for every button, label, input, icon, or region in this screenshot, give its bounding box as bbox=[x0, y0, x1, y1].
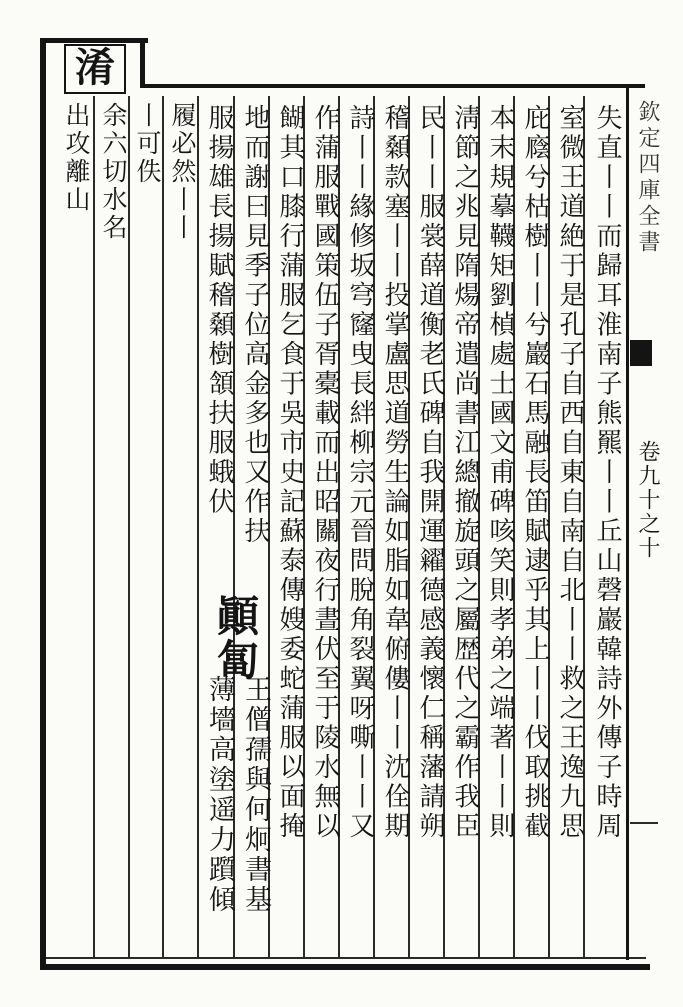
frame-top-rule-main bbox=[145, 84, 645, 88]
text-column: 詩丨丨緣修坂穹窿曳長絆柳宗元晉問脫角裂翼呀嘶丨丨又 bbox=[345, 104, 375, 842]
section-label: 淆 bbox=[64, 44, 126, 94]
text-column: 庇廕兮枯樹丨丨兮巖石馬融長笛賦逮乎其上丨丨伐取挑截 bbox=[520, 104, 550, 842]
text-column: 本末規摹韈矩劉楨處士國文甫碑咳笑則孝弟之端著丨丨則 bbox=[485, 104, 515, 842]
margin-column: 出攻離山 bbox=[62, 102, 91, 214]
margin-column: 履必然丨丨 bbox=[168, 102, 197, 242]
volume-number: 卷九十之十 bbox=[635, 440, 660, 560]
headword: 顚匐 bbox=[211, 594, 260, 682]
text-column: 服揚雄長揚賦稽顙樹頷扶服蛾伏 bbox=[204, 104, 234, 517]
fish-tail-mark bbox=[630, 340, 652, 366]
text-column: 餬其口膝行蒲服乞食于吳市史記蘇泰傳嫂委蛇蒲服以面掩 bbox=[275, 104, 305, 842]
margin-column: 丨可佚 bbox=[133, 102, 162, 186]
text-column: 地而謝曰見季子位高金多也又作扶 bbox=[240, 104, 270, 547]
text-column: 失直丨丨而歸耳淮南子熊羆丨丨丘山磬巖韓詩外傳子時周 bbox=[592, 104, 622, 842]
sidebar-tick bbox=[630, 822, 658, 824]
column-rule bbox=[93, 96, 95, 958]
frame-top-rule bbox=[40, 38, 148, 43]
text-column: 淸節之兆見隋煬帝遣尚書江總撤旋頭之屬歴代之霸作我臣 bbox=[450, 104, 480, 842]
headword-note-column: 王僧孺與何炯書基 bbox=[240, 675, 271, 915]
text-column: 民丨丨服裳薛道衡老氏碑自我開運糴德感義懷仁稱藩請朔 bbox=[415, 104, 445, 842]
column-rule bbox=[162, 96, 164, 958]
book-title: 欽定四庫全書 bbox=[635, 100, 660, 256]
margin-column: 余六切水名 bbox=[99, 102, 128, 242]
frame-right-rule bbox=[626, 88, 629, 960]
frame-bottom-rule bbox=[40, 964, 650, 970]
frame-left-rule bbox=[40, 38, 46, 970]
text-column: 作蒲服戰國策伍子胥橐載而出昭關夜行晝伏至于陵水無以 bbox=[310, 104, 340, 842]
label-box-right-rule bbox=[140, 38, 145, 88]
text-column: 室微王道絶于是孔子自西自東自南自北丨丨救之王逸九思 bbox=[555, 104, 585, 842]
headword-note-column: 薄墻高塗遥力躓傾 bbox=[204, 675, 235, 915]
text-column: 稽顙款塞丨丨投掌盧思道勞生論如脂如韋俯僂丨丨沈佺期 bbox=[380, 104, 410, 842]
